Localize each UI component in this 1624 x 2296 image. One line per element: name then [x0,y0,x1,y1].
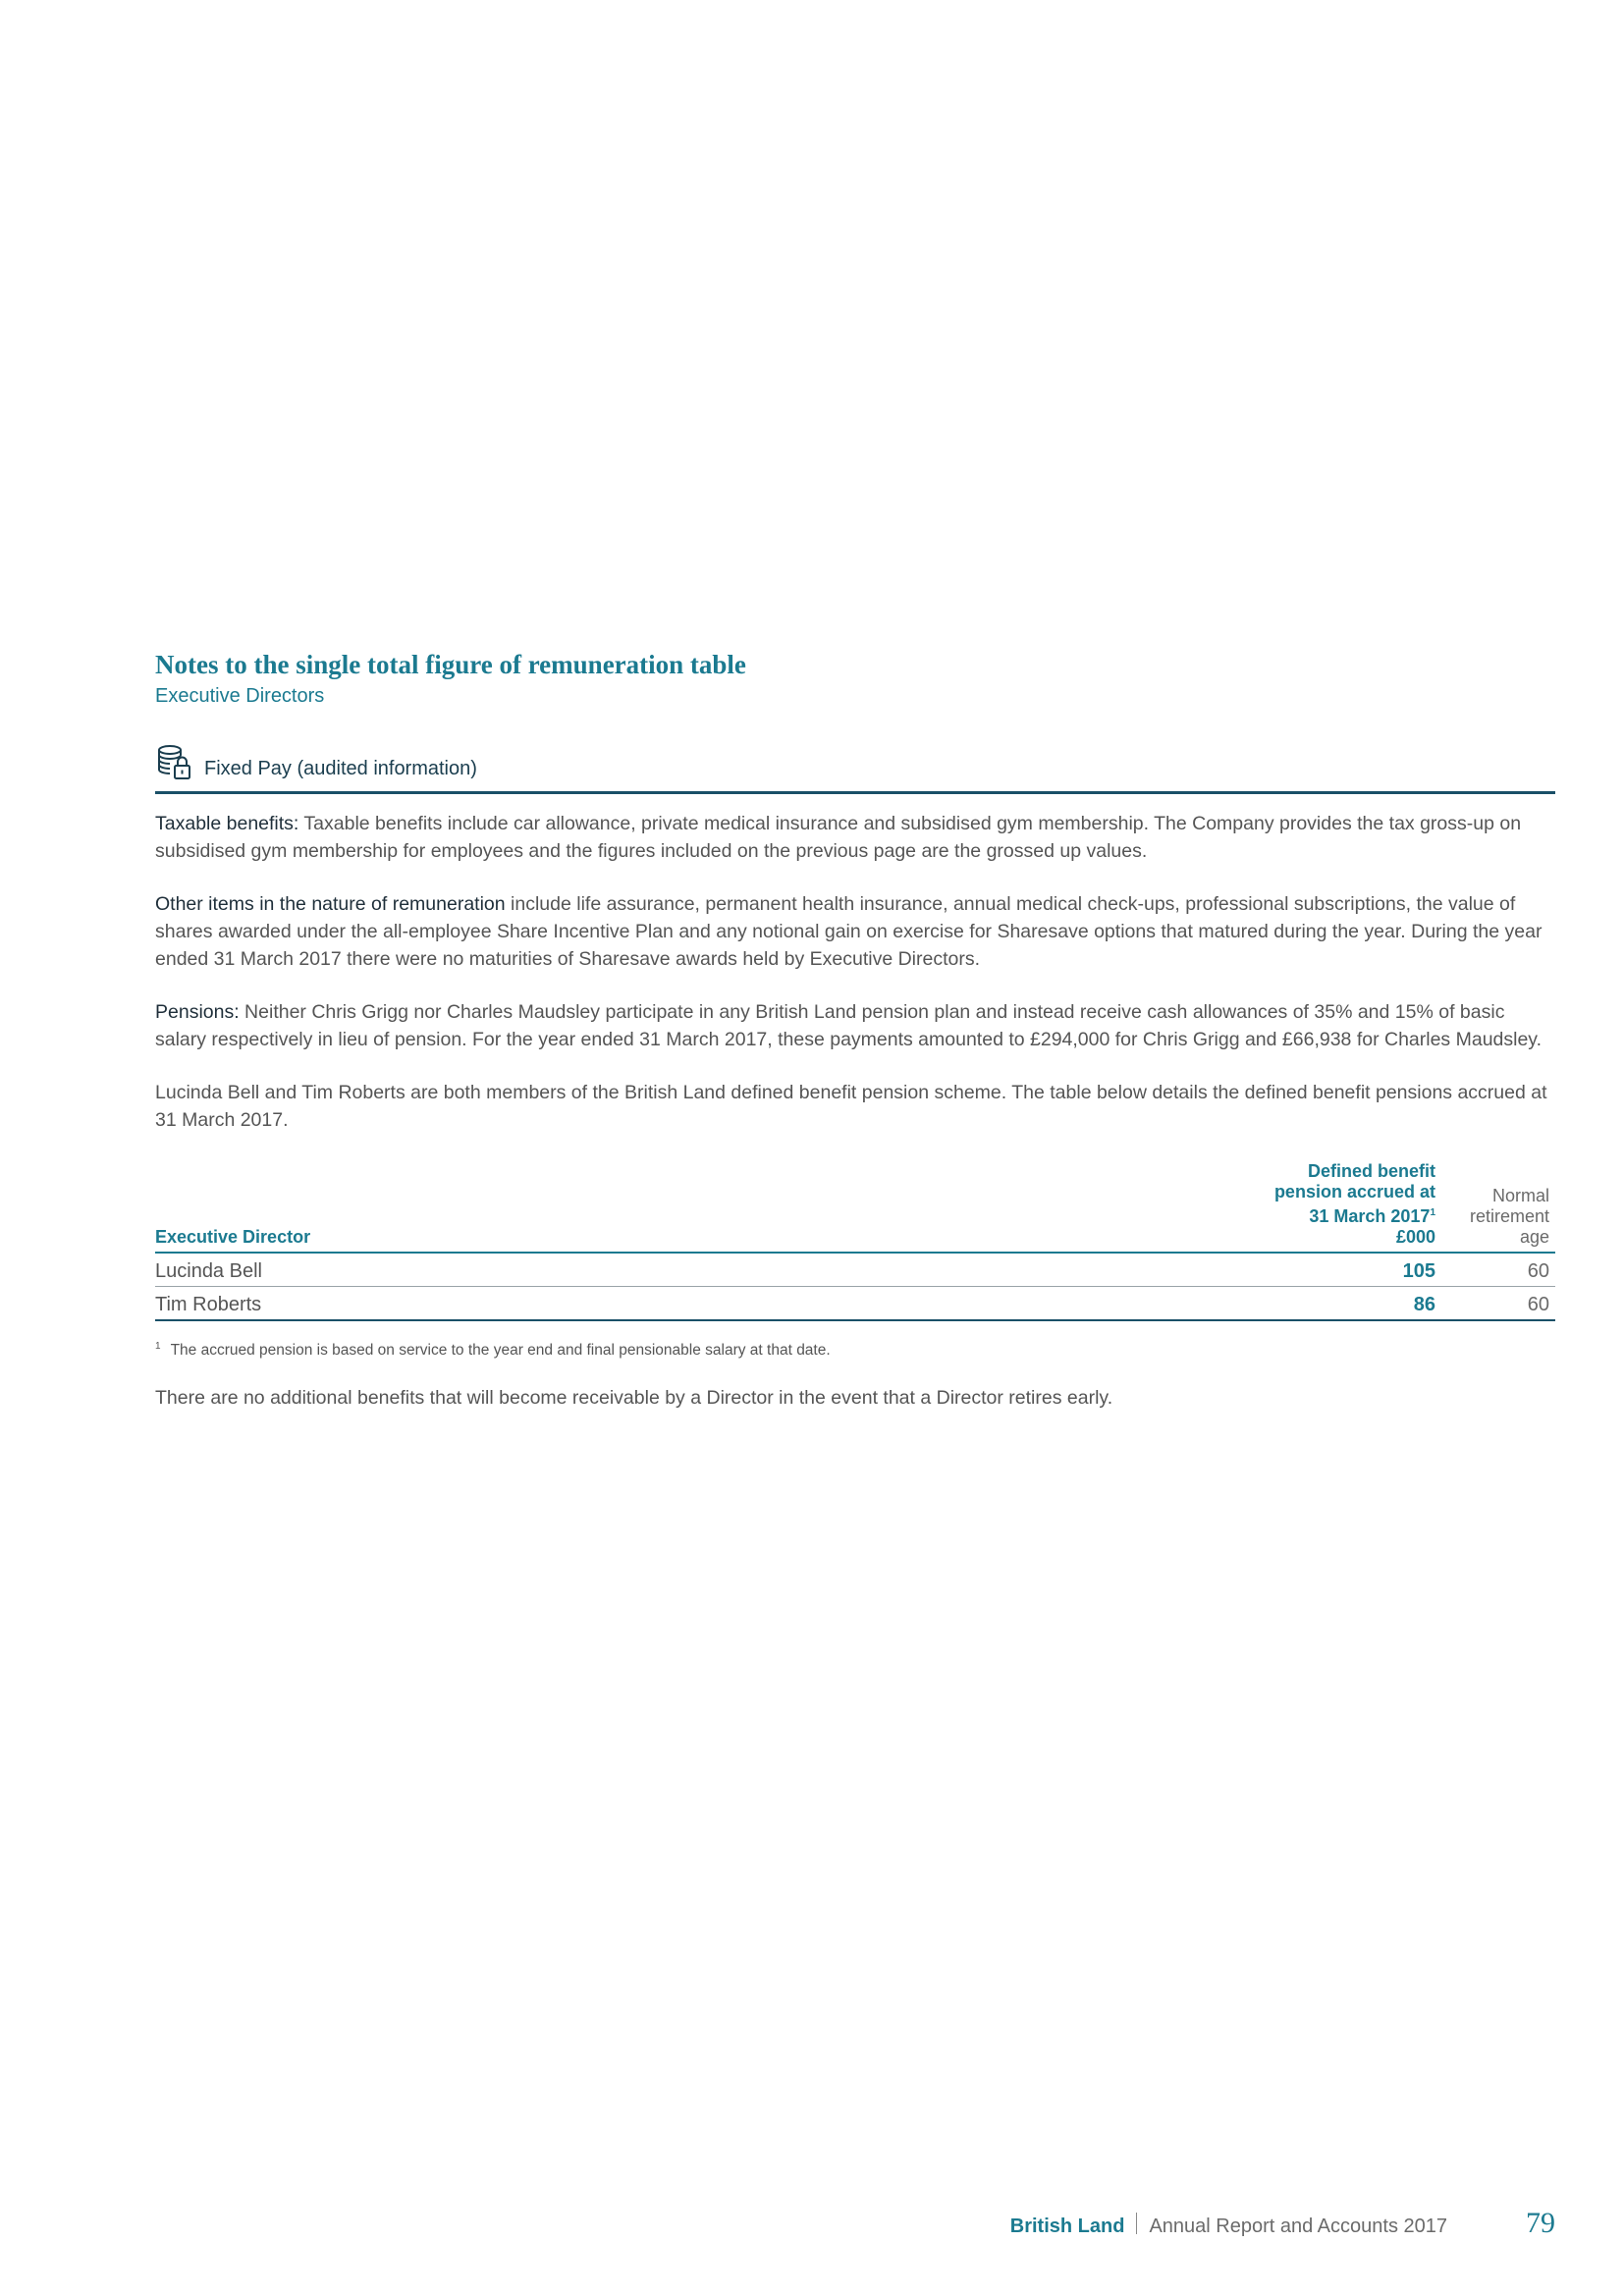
taxable-benefits-lead: Taxable benefits: [155,813,299,834]
header-normal-retirement-age [1441,1161,1555,1253]
taxable-benefits-paragraph [155,810,1555,865]
table-header-row [155,1161,1555,1253]
footnote-number: 1 [155,1341,161,1352]
footer-report-title: Annual Report and Accounts 2017 [1149,2216,1447,2237]
header-age-line: retirement [1469,1206,1549,1226]
other-items-paragraph [155,890,1555,973]
page-number: 79 [1526,2207,1555,2239]
retirement-age: 60 [1441,1287,1555,1321]
header-age-line: Normal [1491,1186,1549,1205]
footnote-marker: 1 [1430,1207,1435,1218]
pensions-lead: Pensions: [155,1001,240,1023]
pension-value: 105 [1249,1253,1441,1287]
director-name: Lucinda Bell [155,1253,1249,1287]
section-label: Fixed Pay (audited information) [204,758,477,779]
page-content [155,648,1555,1431]
director-name: Tim Roberts [155,1287,1249,1321]
header-pension-line: £000 [1395,1227,1435,1247]
header-executive-director: Executive Director [155,1161,1249,1253]
page-title: Notes to the single total figure of remuneration table [155,650,746,679]
header-pension-line: Defined benefit [1307,1161,1435,1181]
footnote-text: The accrued pension is based on service to the year end and final pensionable salary at that date. [170,1342,831,1360]
header-pension-line: pension accrued at [1273,1182,1435,1201]
retirement-age: 60 [1441,1253,1555,1287]
page-footer [1010,2207,1555,2240]
other-items-lead: Other items in the nature of remuneration [155,893,506,915]
table-row [155,1253,1555,1287]
pension-table [155,1161,1555,1321]
footnote [155,1337,1555,1361]
page-subtitle: Executive Directors [155,685,325,707]
section-header [155,742,1555,794]
other-items-text: include life assurance, permanent health insurance, annual medical check-ups, professional subscriptions, the value of shares awarded under the all-employee Share Incentive Plan and any notional gain on exercise for Sharesave options that matured during the year. During the year ended 31 March 2017 there were no maturities of Sharesave awards held by Executive Directors. [155,893,1543,970]
footer-brand: British Land [1009,2216,1125,2237]
pension-value: 86 [1249,1287,1441,1321]
scheme-paragraph: Lucinda Bell and Tim Roberts are both members of the British Land defined benefit pension scheme. The table below details the defined benefit pensions accrued at 31 March 2017. [155,1082,1547,1131]
table-row [155,1287,1555,1321]
coins-lock-icon [155,742,196,783]
footer-divider [1136,2213,1137,2234]
closing-statement: There are no additional benefits that will become receivable by a Director in the event that a Director retires early. [155,1387,1113,1410]
pensions-text: Neither Chris Grigg nor Charles Maudsley participate in any British Land pension plan and instead receive cash allowances of 35% and 15% of basic salary respectively in lieu of pension. For the year ended 31 March 2017, these payments amounted to £294,000 for Chris Grigg and £66,938 for Charles Maudsley. [155,1001,1543,1050]
taxable-benefits-text: Taxable benefits include car allowance, private medical insurance and subsidised gym membership. The Company provides the tax gross-up on subsidised gym membership for employees and the figures included on the previous page are the grossed up values. [155,813,1522,862]
pensions-paragraph [155,998,1555,1053]
header-age-line: age [1519,1227,1549,1247]
header-defined-benefit-pension [1249,1161,1441,1253]
header-pension-line: 31 March 2017 [1309,1206,1431,1226]
